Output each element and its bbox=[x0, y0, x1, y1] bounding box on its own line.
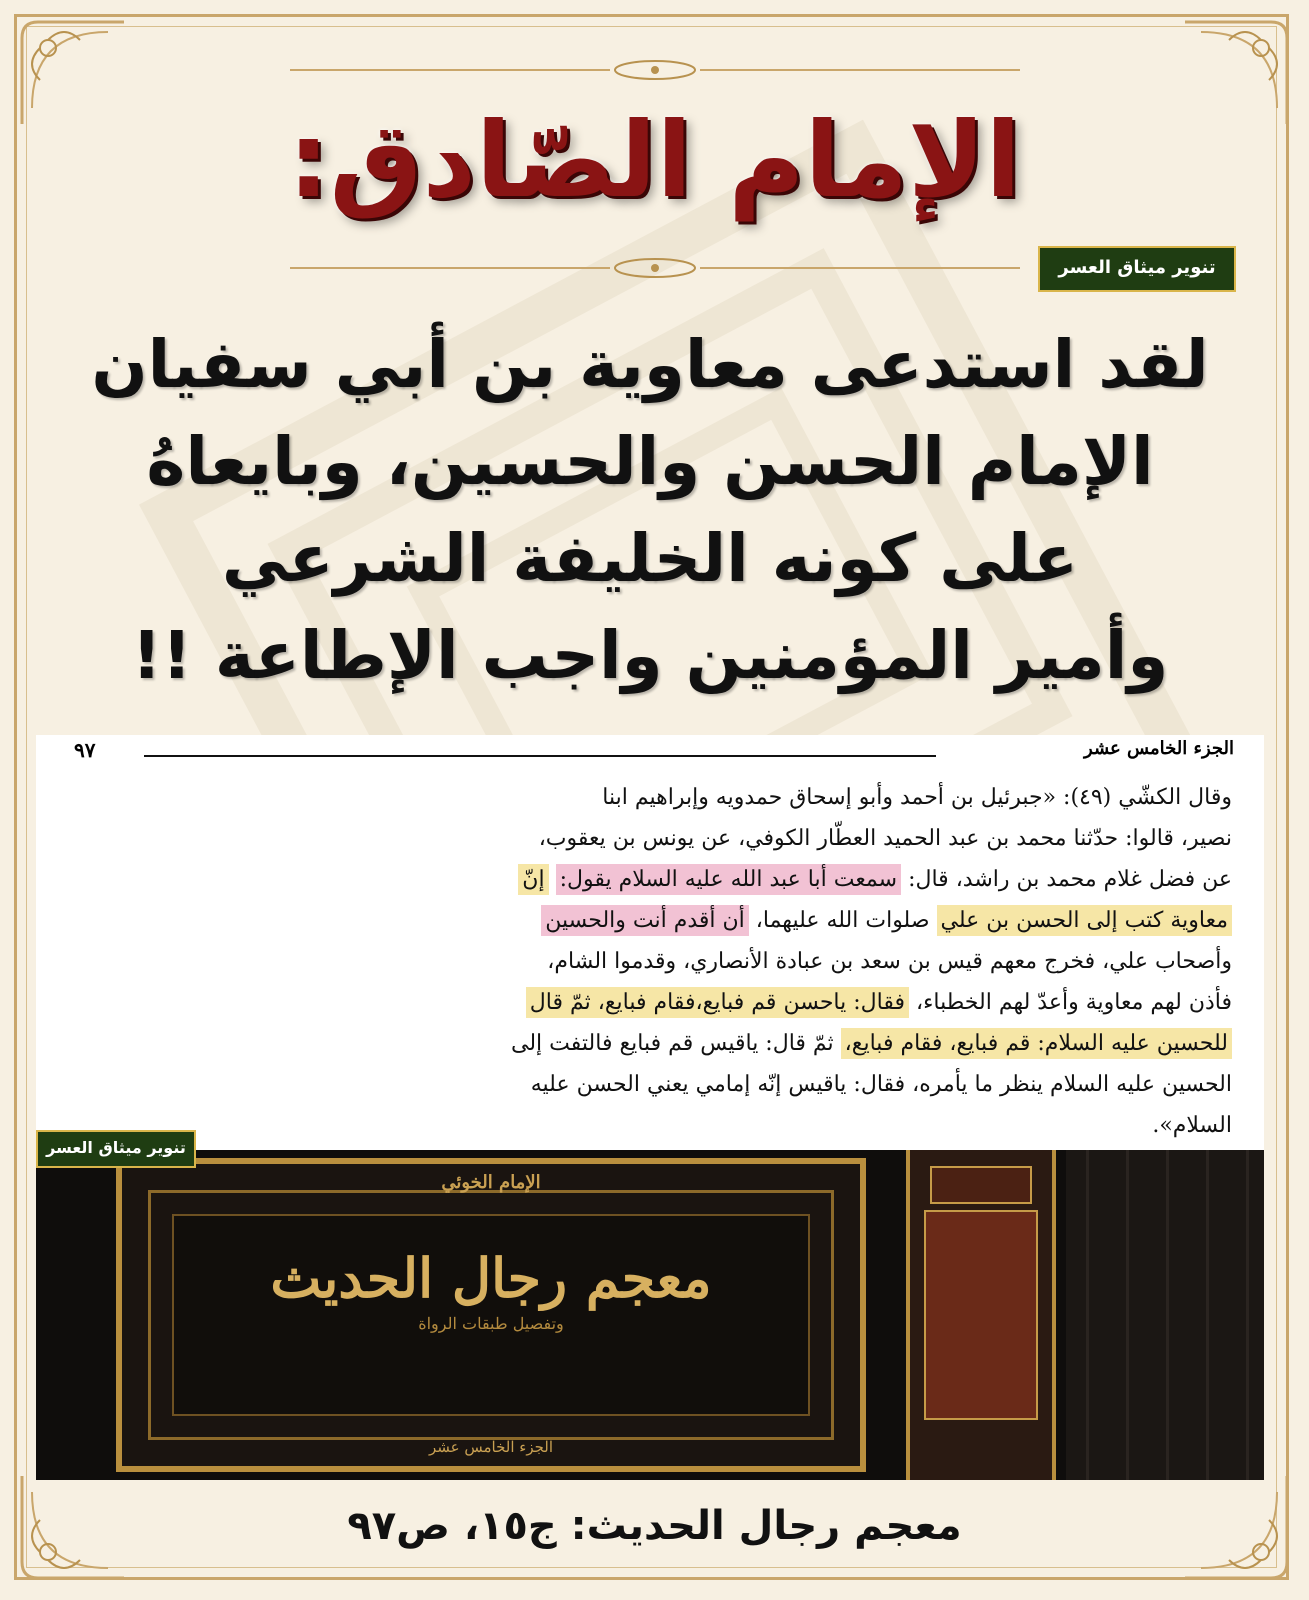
headline-line: وأمير المؤمنين واجب الإطاعة !! bbox=[131, 617, 1169, 694]
scan-line bbox=[52, 982, 1232, 1023]
volume-label: الجزء الخامس عشر bbox=[1084, 738, 1234, 759]
text-segment: عن فضل غلام محمد بن راشد، قال: bbox=[901, 867, 1232, 892]
highlighted-text: أن أقدم أنت والحسين bbox=[541, 905, 749, 936]
scan-line bbox=[52, 1023, 1232, 1064]
scan-header bbox=[64, 738, 1234, 768]
scan-line bbox=[52, 777, 1232, 818]
header-rule bbox=[144, 755, 936, 757]
channel-badge: تنوير ميثاق العسر bbox=[36, 1130, 196, 1168]
highlighted-text: فقال: ياحسن قم فبايع،فقام فبايع، ثمّ قال bbox=[526, 987, 909, 1018]
scan-line bbox=[52, 1064, 1232, 1105]
headline-line: لقد استدعى معاوية بن أبي سفيان bbox=[91, 326, 1209, 403]
channel-badge: تنوير ميثاق العسر bbox=[1038, 246, 1236, 292]
headline bbox=[60, 316, 1240, 704]
text-segment: الحسين عليه السلام ينظر ما يأمره، فقال: ياقيس إنّه إمامي يعني الحسن عليه bbox=[530, 1072, 1232, 1097]
highlighted-text: للحسين عليه السلام: قم فبايع، فقام فبايع، bbox=[841, 1028, 1232, 1059]
text-segment: فأذن لهم معاوية وأعدّ لهم الخطباء، bbox=[908, 990, 1232, 1015]
spine-label-top bbox=[930, 1166, 1032, 1204]
highlighted-text: سمعت أبا عبد الله عليه السلام يقول: bbox=[556, 864, 902, 895]
ornament-divider-icon bbox=[270, 58, 1040, 82]
page-title: الإمام الصّادق: bbox=[287, 99, 1022, 221]
text-segment: وقال الكشّي (٤٩): «جبرئيل بن أحمد وأبو إسحاق حمدويه وإبراهيم ابنا bbox=[602, 785, 1232, 810]
text-segment: وأصحاب علي، فخرج معهم قيس بن سعد بن عبادة الأنصاري، وقدموا الشام، bbox=[547, 949, 1232, 974]
book-subtitle: وتفصيل طبقات الرواة bbox=[418, 1314, 564, 1333]
text-segment bbox=[549, 867, 556, 892]
book-author: الإمام الخوئي bbox=[441, 1172, 541, 1193]
scan-line bbox=[52, 900, 1232, 941]
scan-line bbox=[52, 859, 1232, 900]
book-spine bbox=[906, 1150, 1056, 1480]
source-citation: معجم رجال الحديث: ج١٥، ص٩٧ bbox=[347, 1503, 962, 1549]
scan-line bbox=[52, 818, 1232, 859]
text-segment: صلوات الله عليهما، bbox=[748, 908, 937, 933]
page-number: ٩٧ bbox=[74, 738, 96, 762]
ornament-divider-icon bbox=[270, 256, 1040, 280]
text-segment: ثمّ قال: ياقيس قم فبايع فالتفت إلى bbox=[511, 1031, 841, 1056]
book-volume: الجزء الخامس عشر bbox=[428, 1438, 554, 1456]
headline-line: الإمام الحسن والحسين، وبايعاهُ bbox=[146, 423, 1154, 500]
text-segment: نصير، قالوا: حدّثنا محمد بن عبد الحميد العطّار الكوفي، عن يونس بن يعقوب، bbox=[538, 826, 1232, 851]
book-title: معجم رجال الحديث bbox=[270, 1246, 712, 1310]
headline-line: على كونه الخليفة الشرعي bbox=[221, 520, 1079, 597]
page-edges bbox=[1066, 1150, 1264, 1480]
highlighted-text: إنّ bbox=[518, 864, 548, 895]
scan-line bbox=[52, 1105, 1232, 1146]
book-cover bbox=[116, 1158, 866, 1472]
scan-line bbox=[52, 941, 1232, 982]
scan-text bbox=[52, 777, 1232, 1146]
spine-label bbox=[924, 1210, 1038, 1420]
highlighted-text: معاوية كتب إلى الحسن بن علي bbox=[937, 905, 1232, 936]
text-segment: السلام». bbox=[1152, 1113, 1232, 1138]
book-photo bbox=[36, 1150, 1264, 1480]
